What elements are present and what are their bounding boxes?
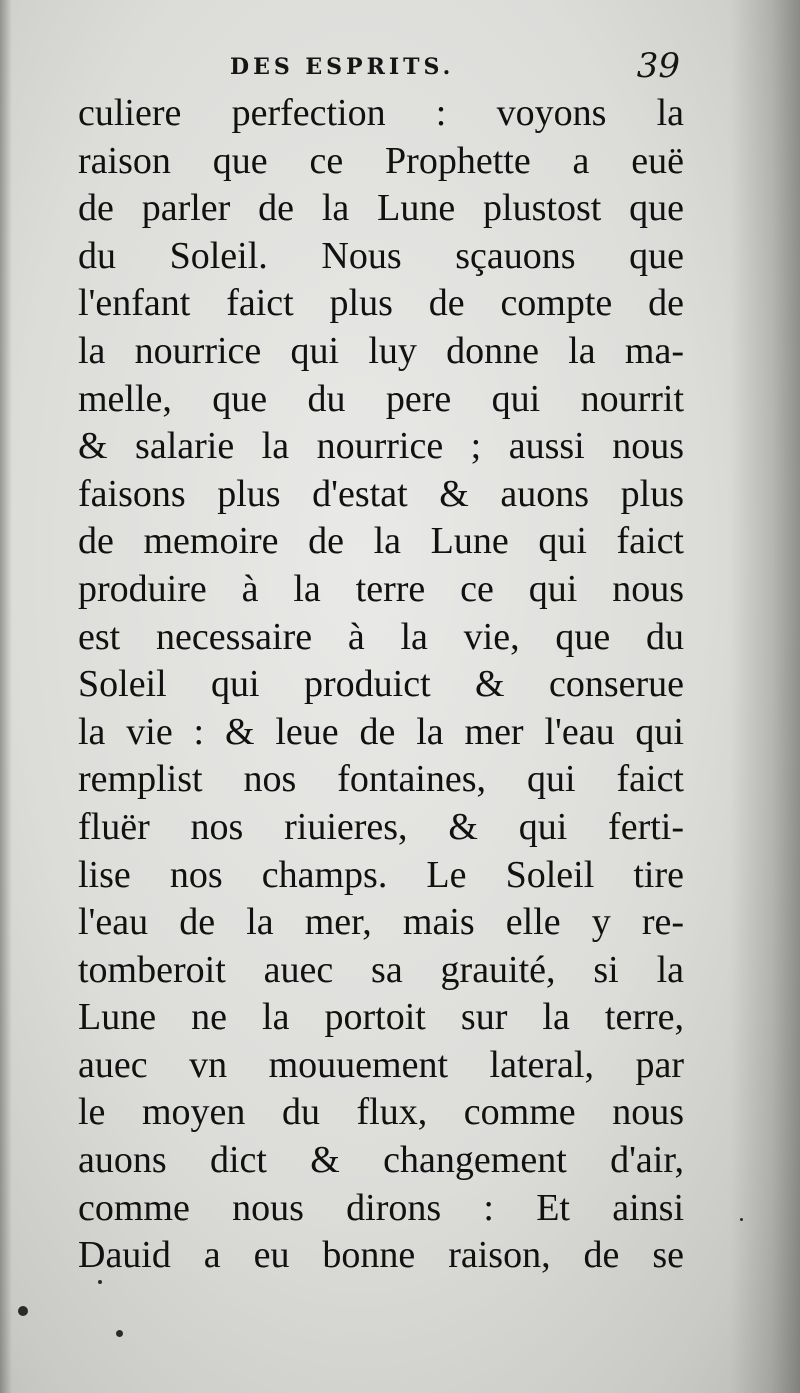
page-edge-shadow-right bbox=[730, 0, 800, 1393]
ink-speck bbox=[740, 1218, 743, 1221]
text-line: est necessaire à la vie, que du bbox=[78, 615, 684, 658]
text-line: tomberoit auec sa grauité, si la bbox=[78, 948, 684, 991]
text-line: Dauid a eu bonne raison, de se bbox=[78, 1234, 684, 1277]
page-header bbox=[80, 46, 680, 92]
text-line: auons dict & changement d'air, bbox=[78, 1139, 684, 1182]
text-line: Soleil qui produict & conserue bbox=[78, 663, 684, 706]
ink-speck bbox=[98, 1280, 102, 1284]
text-line: melle, que du pere qui nourrit bbox=[78, 377, 684, 420]
page-number: 39 bbox=[636, 46, 680, 86]
text-line: l'eau de la mer, mais elle y re- bbox=[78, 901, 684, 944]
text-line: du Soleil. Nous sçauons que bbox=[78, 234, 684, 277]
body-text bbox=[78, 90, 684, 1280]
text-line: produire à la terre ce qui nous bbox=[78, 567, 684, 610]
text-line: auec vn mouuement lateral, par bbox=[78, 1043, 684, 1086]
text-line: culiere perfection : voyons la bbox=[78, 92, 684, 134]
text-line: fluër nos riuieres, & qui ferti- bbox=[78, 805, 684, 848]
text-line: la vie : & leue de la mer l'eau qui bbox=[78, 710, 684, 753]
text-line: la nourrice qui luy donne la ma- bbox=[78, 329, 684, 372]
text-line: Lune ne la portoit sur la terre, bbox=[78, 996, 684, 1039]
ink-speck bbox=[18, 1306, 28, 1316]
text-line: raison que ce Prophette a euë bbox=[78, 139, 684, 182]
text-line: l'enfant faict plus de compte de bbox=[78, 282, 684, 325]
text-line: de memoire de la Lune qui faict bbox=[78, 520, 684, 563]
text-line: de parler de la Lune plustost que bbox=[78, 187, 684, 230]
ink-speck bbox=[116, 1330, 123, 1337]
text-line: comme nous dirons : Et ainsi bbox=[78, 1186, 684, 1229]
text-line: le moyen du flux, comme nous bbox=[78, 1091, 684, 1134]
page-edge-shadow-left bbox=[0, 0, 12, 1393]
text-line: faisons plus d'estat & auons plus bbox=[78, 472, 684, 515]
text-line: remplist nos fontaines, qui faict bbox=[78, 758, 684, 801]
running-head: DES ESPRITS. bbox=[230, 54, 455, 80]
text-line: lise nos champs. Le Soleil tire bbox=[78, 853, 684, 896]
text-line: & salarie la nourrice ; aussi nous bbox=[78, 425, 684, 468]
